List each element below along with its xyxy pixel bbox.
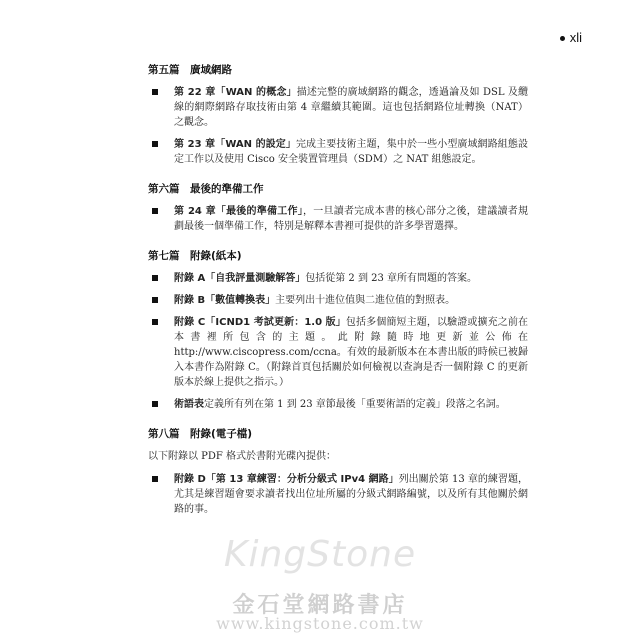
item-text: 定義所有列在第 1 到 23 章節最後「重要術語的定義」段落之名詞。: [204, 399, 506, 410]
appendix-list: [148, 271, 528, 412]
item-keyword: 附錄 D「第 13 章練習：分析分級式 IPv4 網路」: [174, 474, 399, 485]
item-keyword: 附錄 A「自我評量測驗解答」: [174, 273, 306, 284]
item-text: 完成主要技術主題，集中於一些小型廣域網路組態設定工作以及使用 Cisco 安全裝置管理員（SDM）之 NAT 組態設定。: [174, 139, 528, 165]
square-bullet-icon: [152, 275, 158, 281]
item-keyword: 第 22 章「WAN 的概念」: [174, 87, 297, 98]
watermark-url: www.kingstone.com.tw: [216, 614, 424, 633]
part-6: [148, 181, 528, 234]
item-text: 包括從第 2 到 23 章所有問題的答案。: [305, 273, 478, 284]
list-item: [148, 271, 528, 286]
list-item: [148, 85, 528, 130]
item-text: 列出關於第 13 章的練習題，尤其是練習題會要求讀者找出位址所屬的分級式網路編號，以及所有其他關於網路的事。: [174, 474, 528, 515]
square-bullet-icon: [152, 141, 158, 147]
part-5: [148, 62, 528, 167]
watermark-store-name: 金石堂網路書店: [232, 592, 408, 618]
item-text: 主要列出十進位值與二進位值的對照表。: [275, 295, 456, 306]
part-intro: 以下附錄以 PDF 格式於書附光碟內提供：: [148, 451, 337, 462]
part-7: [148, 248, 528, 412]
item-keyword: 附錄 B「數值轉換表」: [174, 295, 276, 306]
chapter-list: [148, 204, 528, 234]
list-item: [148, 137, 528, 167]
page-content: [148, 62, 528, 531]
appendix-list: [148, 472, 528, 517]
list-item: [148, 472, 528, 517]
square-bullet-icon: [152, 89, 158, 95]
part-heading: 第六篇 最後的準備工作: [148, 183, 264, 195]
bullet-dot-icon: [560, 36, 565, 41]
item-keyword: 術語表: [174, 399, 204, 410]
item-text: ，一旦讀者完成本書的核心部分之後，建議讀者規劃最後一個準備工作，特別是解釋本書裡可提供的許多學習選擇。: [174, 206, 528, 232]
page-number-text: xli: [569, 30, 582, 45]
item-text: 包括多個簡短主題，以驗證或擴充之前在本書裡所包含的主題。此附錄隨時地更新並公佈在 http://www.ciscopress.com/ccna。有效的最新版本在本書出版的時候已被歸入本書作為附錄 C。（附錄首頁包括關於如何檢視以查詢是否一個附錄 C 的更新版本於線上提供之指示。）: [174, 317, 529, 388]
list-item: [148, 315, 528, 390]
square-bullet-icon: [152, 401, 158, 407]
item-text: 描述完整的廣域網路的觀念，透過論及如 DSL 及纜線的網際網路存取技術由第 4 章繼續其範圍。這也包括網路位址轉換（NAT）之觀念。: [174, 87, 528, 128]
part-heading: 第八篇 附錄(電子檔): [148, 428, 253, 440]
list-item: [148, 397, 528, 412]
page-number: [560, 30, 582, 45]
square-bullet-icon: [152, 208, 158, 214]
item-keyword: 附錄 C「ICND1 考試更新：1.0 版」: [174, 317, 346, 328]
square-bullet-icon: [152, 319, 158, 325]
square-bullet-icon: [152, 476, 158, 482]
watermark-logo: KingStone: [223, 534, 417, 575]
list-item: [148, 204, 528, 234]
part-heading: 第五篇 廣域網路: [148, 64, 232, 76]
square-bullet-icon: [152, 297, 158, 303]
list-item: [148, 293, 528, 308]
part-8: [148, 426, 528, 517]
item-keyword: 第 24 章「最後的準備工作」: [174, 206, 303, 217]
item-keyword: 第 23 章「WAN 的設定」: [174, 139, 296, 150]
chapter-list: [148, 85, 528, 167]
part-heading: 第七篇 附錄(紙本): [148, 250, 242, 262]
